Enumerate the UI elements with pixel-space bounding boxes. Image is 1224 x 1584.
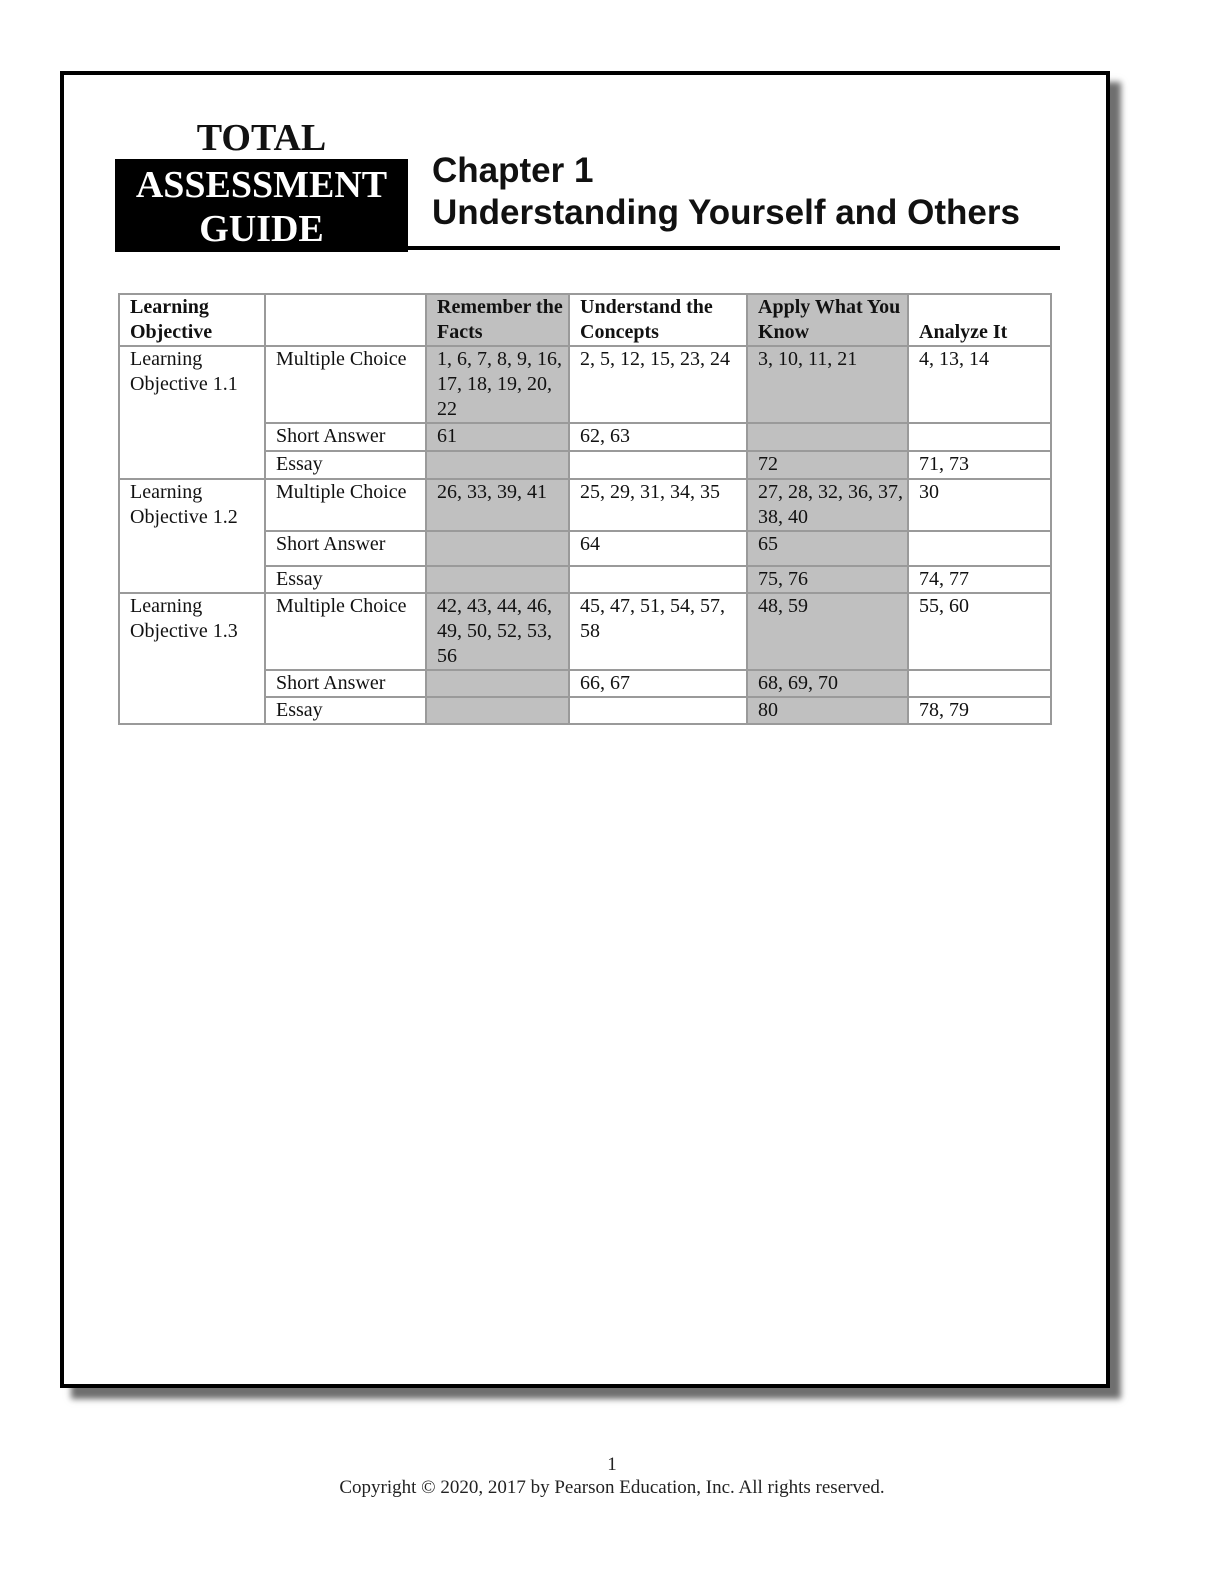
table-row (119, 346, 1051, 423)
apply-cell (747, 423, 908, 451)
apply-cell: 72 (747, 451, 908, 479)
understand-cell: 66, 67 (569, 670, 747, 697)
analyze-cell (908, 670, 1051, 697)
understand-cell (569, 566, 747, 593)
analyze-cell: 78, 79 (908, 697, 1051, 724)
remember-cell (426, 531, 569, 566)
page-frame (60, 71, 1110, 1388)
remember-cell: 26, 33, 39, 41 (426, 479, 569, 531)
logo-line-assessment: ASSESSMENT (135, 164, 388, 206)
apply-cell: 48, 59 (747, 593, 908, 670)
analyze-cell: 71, 73 (908, 451, 1051, 479)
chapter-number: Chapter 1 (432, 151, 594, 190)
understand-cell: 45, 47, 51, 54, 57, 58 (569, 593, 747, 670)
understand-cell (569, 697, 747, 724)
question-type-cell: Short Answer (265, 423, 426, 451)
apply-cell: 27, 28, 32, 36, 37, 38, 40 (747, 479, 908, 531)
apply-cell: 3, 10, 11, 21 (747, 346, 908, 423)
apply-cell: 65 (747, 531, 908, 566)
remember-cell: 1, 6, 7, 8, 9, 16, 17, 18, 19, 20, 22 (426, 346, 569, 423)
header-learning-objective: Learning Objective (119, 294, 265, 346)
remember-cell: 61 (426, 423, 569, 451)
chapter-title (432, 150, 1020, 234)
objective-cell: Learning Objective 1.2 (119, 479, 265, 593)
analyze-cell: 4, 13, 14 (908, 346, 1051, 423)
analyze-cell (908, 531, 1051, 566)
table-row (119, 479, 1051, 531)
analyze-cell: 74, 77 (908, 566, 1051, 593)
chapter-name: Understanding Yourself and Others (432, 193, 1020, 232)
question-type-cell: Multiple Choice (265, 593, 426, 670)
understand-cell: 25, 29, 31, 34, 35 (569, 479, 747, 531)
logo-box (115, 159, 408, 252)
header-apply: Apply What You Know (747, 294, 908, 346)
remember-cell (426, 670, 569, 697)
apply-cell: 75, 76 (747, 566, 908, 593)
objective-cell: Learning Objective 1.3 (119, 593, 265, 724)
header-understand: Understand the Concepts (569, 294, 747, 346)
apply-cell: 80 (747, 697, 908, 724)
remember-cell (426, 566, 569, 593)
question-type-cell: Short Answer (265, 670, 426, 697)
table-row (119, 593, 1051, 670)
apply-cell: 68, 69, 70 (747, 670, 908, 697)
copyright-notice: Copyright © 2020, 2017 by Pearson Education, Inc. All rights reserved. (339, 1477, 885, 1498)
header-remember: Remember the Facts (426, 294, 569, 346)
question-type-cell: Essay (265, 566, 426, 593)
understand-cell (569, 451, 747, 479)
header-row (119, 294, 1051, 346)
assessment-table (118, 293, 1052, 725)
title-rule (408, 246, 1060, 250)
question-type-cell: Multiple Choice (265, 346, 426, 423)
header-analyze: Analyze It (908, 294, 1051, 346)
understand-cell: 62, 63 (569, 423, 747, 451)
question-type-cell: Essay (265, 451, 426, 479)
objective-cell: Learning Objective 1.1 (119, 346, 265, 479)
logo-total: TOTAL (196, 117, 327, 159)
question-type-cell: Essay (265, 697, 426, 724)
question-type-cell: Multiple Choice (265, 479, 426, 531)
analyze-cell: 30 (908, 479, 1051, 531)
page-number: 1 (607, 1454, 617, 1475)
analyze-cell (908, 423, 1051, 451)
logo-line-guide: GUIDE (199, 208, 324, 250)
remember-cell (426, 697, 569, 724)
header-question-type (265, 294, 426, 346)
understand-cell: 2, 5, 12, 15, 23, 24 (569, 346, 747, 423)
question-type-cell: Short Answer (265, 531, 426, 566)
remember-cell (426, 451, 569, 479)
remember-cell: 42, 43, 44, 46, 49, 50, 52, 53, 56 (426, 593, 569, 670)
understand-cell: 64 (569, 531, 747, 566)
analyze-cell: 55, 60 (908, 593, 1051, 670)
